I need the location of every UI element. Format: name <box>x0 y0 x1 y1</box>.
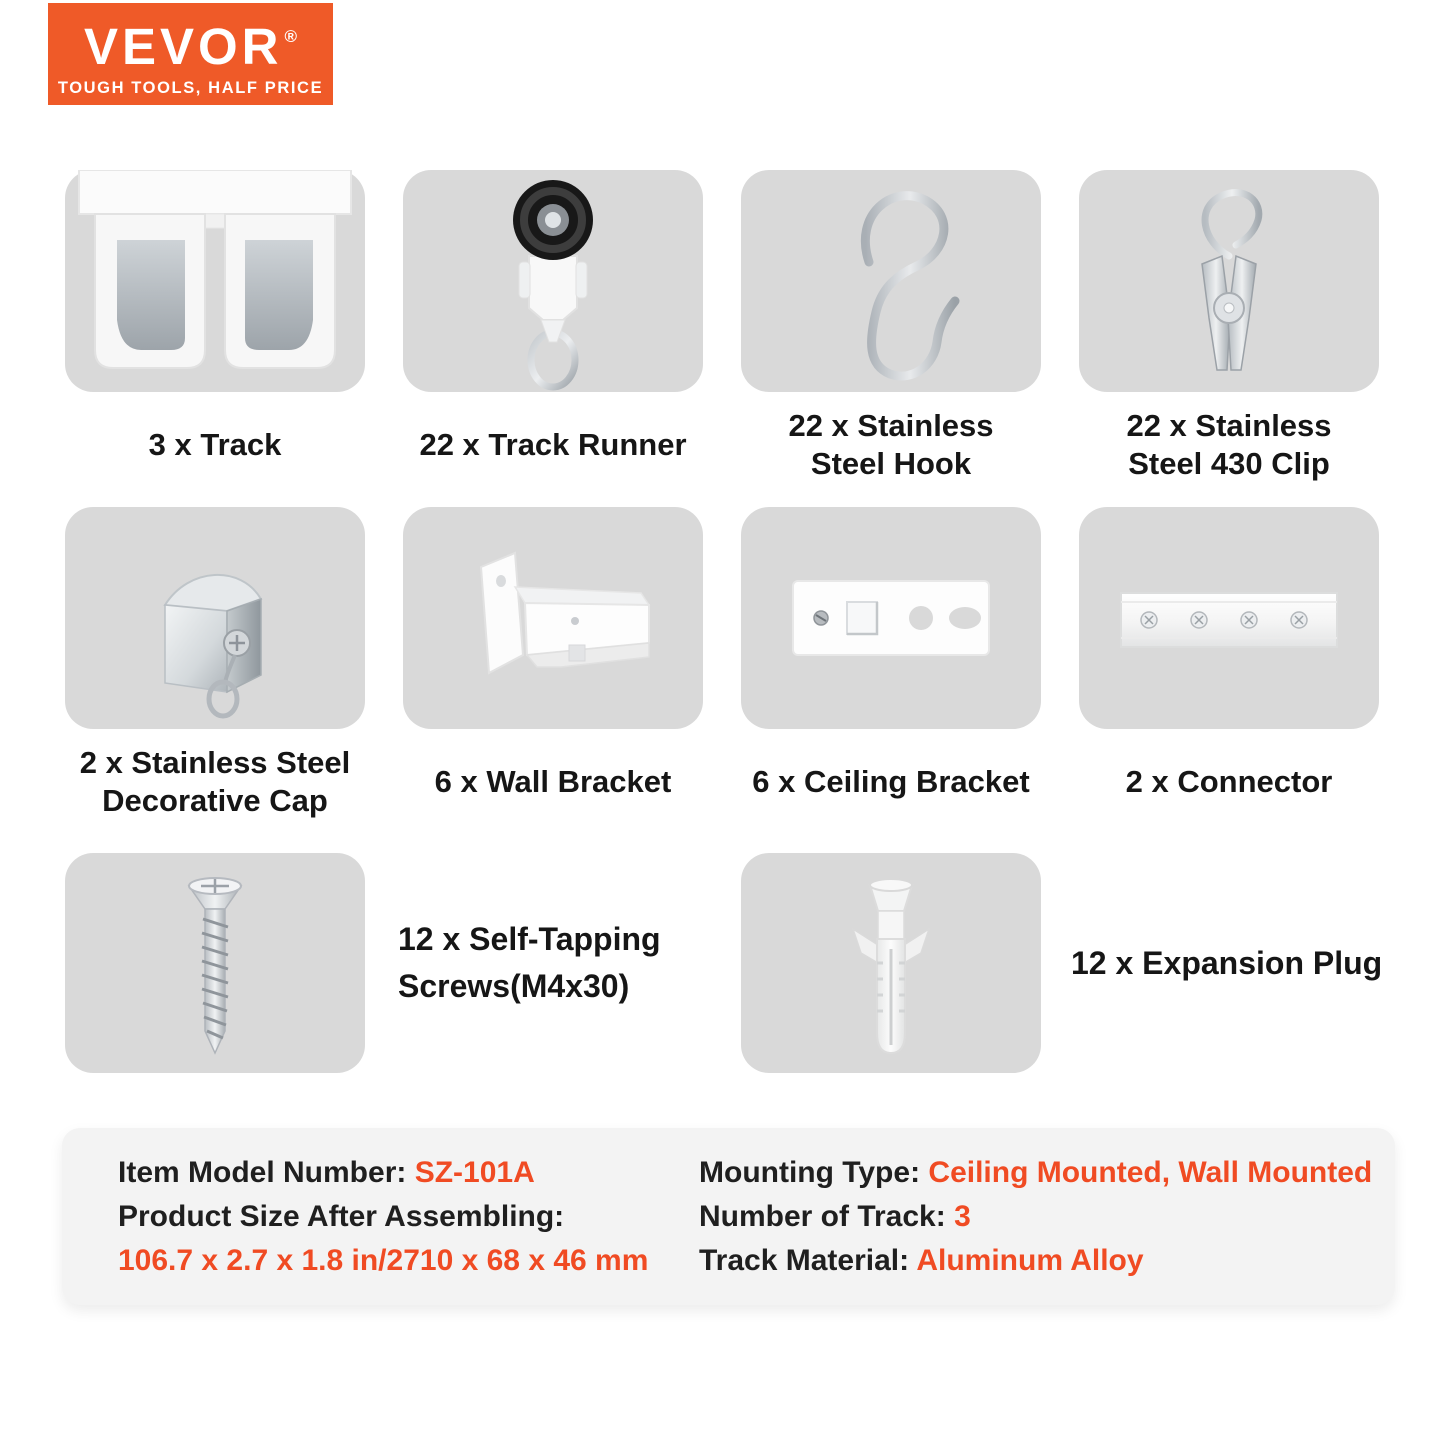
spec-value: Ceiling Mounted, Wall Mounted <box>928 1156 1373 1189</box>
part-tile-track-runner <box>403 170 703 392</box>
part-tile-self-tapping-screws <box>65 853 365 1073</box>
part-tile-ceiling-bracket <box>741 507 1041 729</box>
part-label-track-runner <box>383 407 723 483</box>
part-label-line: 6 x Ceiling Bracket <box>752 764 1030 799</box>
part-label-line: 22 x Track Runner <box>419 427 687 462</box>
logo-tagline: TOUGH TOOLS, HALF PRICE <box>57 78 324 97</box>
part-tile-wall-bracket <box>403 507 703 729</box>
part-label-line: Decorative Cap <box>102 783 328 818</box>
spec-track-material <box>699 1239 1372 1283</box>
vevor-wordmark <box>84 11 297 73</box>
part-tile-expansion-plug <box>741 853 1041 1073</box>
part-tile-track <box>65 170 365 392</box>
part-label-line: 12 x Self-Tapping <box>398 921 661 957</box>
track-runner-wheel-image <box>403 170 703 392</box>
part-label-wall-bracket <box>383 744 723 820</box>
spec-number-of-track <box>699 1195 1372 1239</box>
spec-label: Number of Track: <box>699 1200 946 1233</box>
part-label-expansion-plug <box>1071 853 1445 1073</box>
part-tile-stainless-steel-hook <box>741 170 1041 392</box>
part-label-line: 6 x Wall Bracket <box>434 764 672 799</box>
spec-panel <box>62 1128 1395 1305</box>
part-label-line: 22 x Stainless <box>1126 408 1332 443</box>
part-label-line: 12 x Expansion Plug <box>1071 944 1383 981</box>
spec-item-model-number <box>118 1151 648 1195</box>
part-label-track <box>45 407 385 483</box>
part-label-line: 2 x Connector <box>1125 764 1333 799</box>
part-tile-decorative-cap <box>65 507 365 729</box>
chrome-end-cap-image <box>65 507 365 729</box>
part-label-line: Steel Hook <box>810 446 972 481</box>
connector-strip-image <box>1079 507 1379 729</box>
brand-text: VEVOR <box>83 17 283 75</box>
spec-value: Aluminum Alloy <box>916 1244 1144 1277</box>
part-label-self-tapping-screws <box>398 853 778 1073</box>
spec-label: Mounting Type: <box>699 1156 921 1189</box>
spec-value: SZ-101A <box>414 1156 535 1189</box>
spec-value: 3 <box>954 1200 971 1233</box>
spec-product-size-label <box>118 1195 648 1239</box>
part-label-decorative-cap <box>45 744 385 820</box>
spec-label: Track Material: <box>699 1244 910 1277</box>
vevor-logo <box>48 3 333 105</box>
part-label-line: Screws(M4x30) <box>398 968 630 1004</box>
part-tile-stainless-steel-430-clip <box>1079 170 1379 392</box>
spec-value: 106.7 x 2.7 x 1.8 in/2710 x 68 x 46 mm <box>118 1244 649 1277</box>
ceiling-bracket-plate-image <box>741 507 1041 729</box>
part-tile-connector <box>1079 507 1379 729</box>
curtain-track-cross-section-image <box>65 170 365 392</box>
curtain-clip-image <box>1079 170 1379 392</box>
part-label-line: 2 x Stainless Steel <box>79 745 351 780</box>
spec-product-size-value <box>118 1239 648 1283</box>
spec-label: Item Model Number: <box>118 1156 407 1189</box>
part-label-connector <box>1059 744 1399 820</box>
wall-bracket-image <box>403 507 703 729</box>
registered-mark-icon: ® <box>284 26 298 46</box>
spec-column-right <box>699 1151 1372 1283</box>
spec-mounting-type <box>699 1151 1372 1195</box>
part-label-stainless-steel-hook <box>721 407 1061 483</box>
part-label-ceiling-bracket <box>721 744 1061 820</box>
part-label-stainless-steel-430-clip <box>1059 407 1399 483</box>
screw-image <box>65 853 365 1073</box>
s-hook-image <box>741 170 1041 392</box>
part-label-line: Steel 430 Clip <box>1128 446 1330 481</box>
part-label-line: 3 x Track <box>148 427 282 462</box>
expansion-plug-image <box>741 853 1041 1073</box>
spec-column-left <box>118 1151 648 1283</box>
part-label-line: 22 x Stainless <box>788 408 994 443</box>
spec-label: Product Size After Assembling: <box>118 1200 565 1233</box>
